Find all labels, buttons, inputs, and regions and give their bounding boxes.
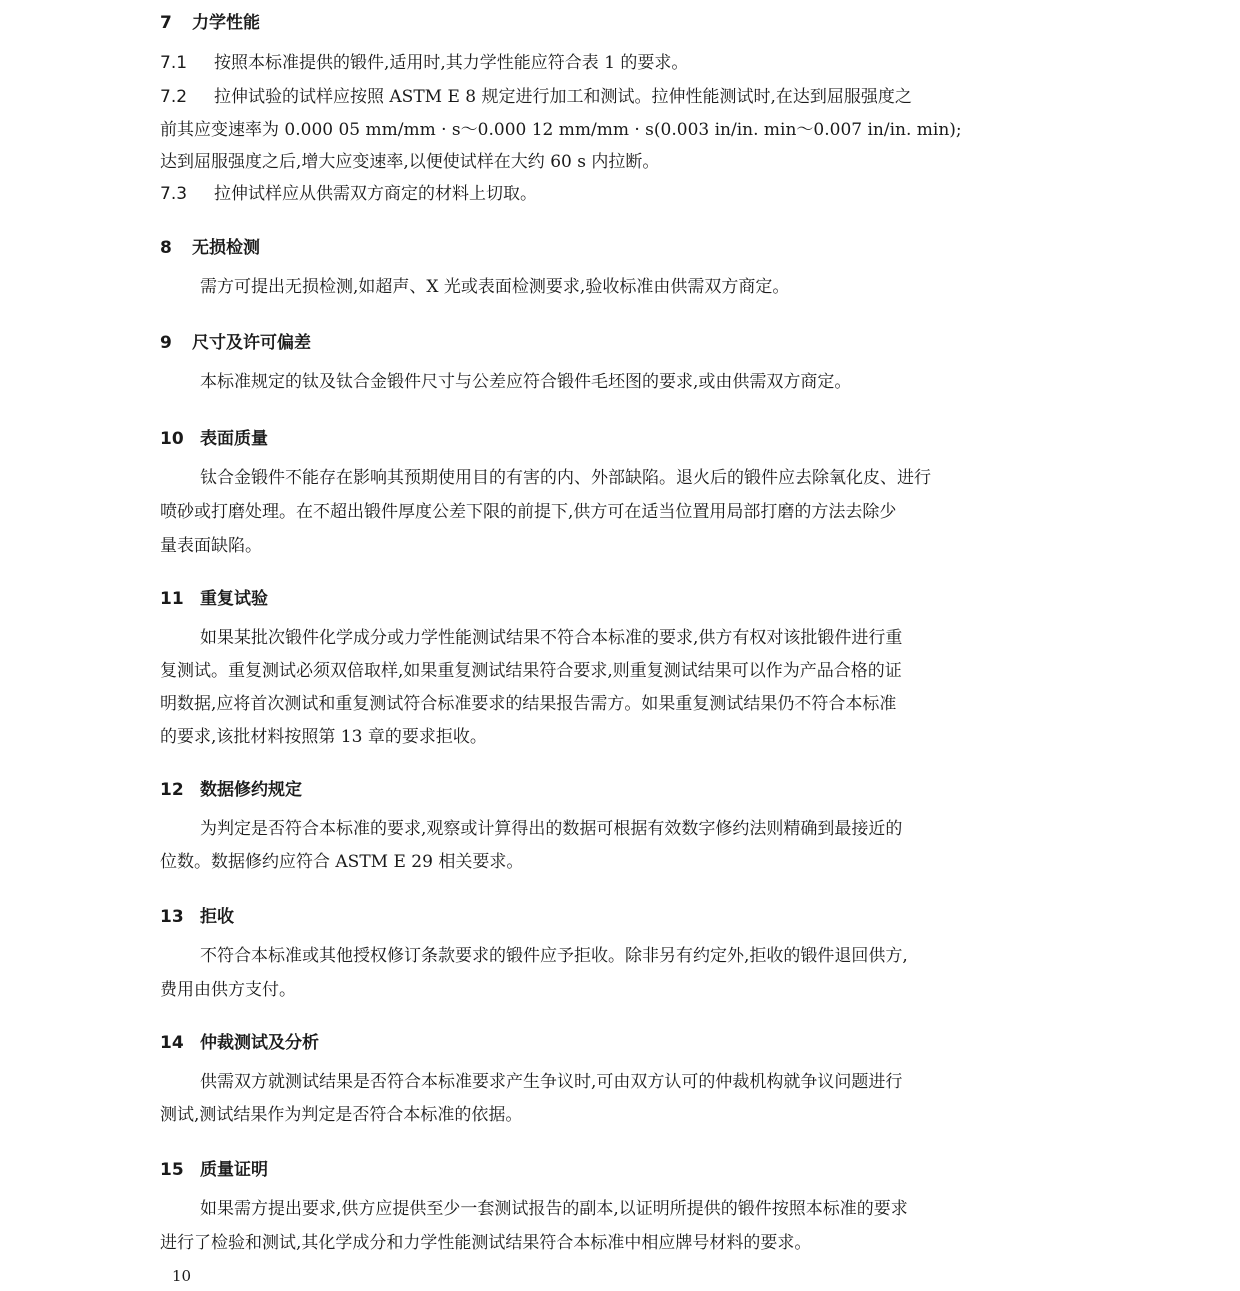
section-8-paragraph: 需方可提出无损检测,如超声、X 光或表面检测要求,验收标准由供需双方商定。 [200,277,790,297]
section-7-heading: 7 力学性能 [160,13,260,33]
clause-7-3: 7.3 拉伸试样应从供需双方商定的材料上切取。 [160,184,537,204]
section-13-line-1: 不符合本标准或其他授权修订条款要求的锻件应予拒收。除非另有约定外,拒收的锻件退回供方, [200,946,908,966]
section-11-line-3: 明数据,应将首次测试和重复测试符合标准要求的结果报告需方。如果重复测试结果仍不符合本标准 [160,694,897,714]
clause-7-2-line-1: 7.2 拉伸试验的试样应按照 ASTM E 8 规定进行加工和测试。拉伸性能测试时,在达到屈服强度之 [160,87,912,107]
section-10-line-3: 量表面缺陷。 [160,536,262,556]
section-15-line-1: 如果需方提出要求,供方应提供至少一套测试报告的副本,以证明所提供的锻件按照本标准的要求 [200,1199,908,1219]
section-14-heading: 14 仲裁测试及分析 [160,1033,319,1053]
section-12-heading: 12 数据修约规定 [160,780,302,800]
section-12-line-1: 为判定是否符合本标准的要求,观察或计算得出的数据可根据有效数字修约法则精确到最接近的 [200,819,903,839]
section-12-line-2: 位数。数据修约应符合 ASTM E 29 相关要求。 [160,852,524,872]
section-15-heading: 15 质量证明 [160,1160,268,1180]
section-11-line-4: 的要求,该批材料按照第 13 章的要求拒收。 [160,727,487,747]
section-11-heading: 11 重复试验 [160,589,268,609]
clause-7-2-line-2: 前其应变速率为 0.000 05 mm/mm · s～0.000 12 mm/mm · s(0.003 in/in. min～0.007 in/in. min); [160,120,962,140]
section-13-heading: 13 拒收 [160,907,234,927]
section-11-line-1: 如果某批次锻件化学成分或力学性能测试结果不符合本标准的要求,供方有权对该批锻件进行重 [200,628,903,648]
clause-7-2-line-3: 达到屈服强度之后,增大应变速率,以便使试样在大约 60 s 内拉断。 [160,152,660,172]
section-10-heading: 10 表面质量 [160,429,268,449]
section-10-line-1: 钛合金锻件不能存在影响其预期使用目的有害的内、外部缺陷。退火后的锻件应去除氧化皮、进行 [200,468,931,488]
section-11-line-2: 复测试。重复测试必须双倍取样,如果重复测试结果符合要求,则重复测试结果可以作为产品合格的证 [160,661,902,681]
section-9-paragraph: 本标准规定的钛及钛合金锻件尺寸与公差应符合锻件毛坯图的要求,或由供需双方商定。 [200,372,852,392]
section-10-line-2: 喷砂或打磨处理。在不超出锻件厚度公差下限的前提下,供方可在适当位置用局部打磨的方法去除少 [160,502,897,522]
clause-7-1: 7.1 按照本标准提供的锻件,适用时,其力学性能应符合表 1 的要求。 [160,53,689,73]
section-14-line-2: 测试,测试结果作为判定是否符合本标准的依据。 [160,1105,523,1125]
section-9-heading: 9 尺寸及许可偏差 [160,333,311,353]
page-number: 10 [172,1267,192,1285]
section-8-heading: 8 无损检测 [160,238,260,258]
section-13-line-2: 费用由供方支付。 [160,980,296,1000]
section-14-line-1: 供需双方就测试结果是否符合本标准要求产生争议时,可由双方认可的仲裁机构就争议问题进行 [200,1072,903,1092]
section-15-line-2: 进行了检验和测试,其化学成分和力学性能测试结果符合本标准中相应牌号材料的要求。 [160,1233,812,1253]
